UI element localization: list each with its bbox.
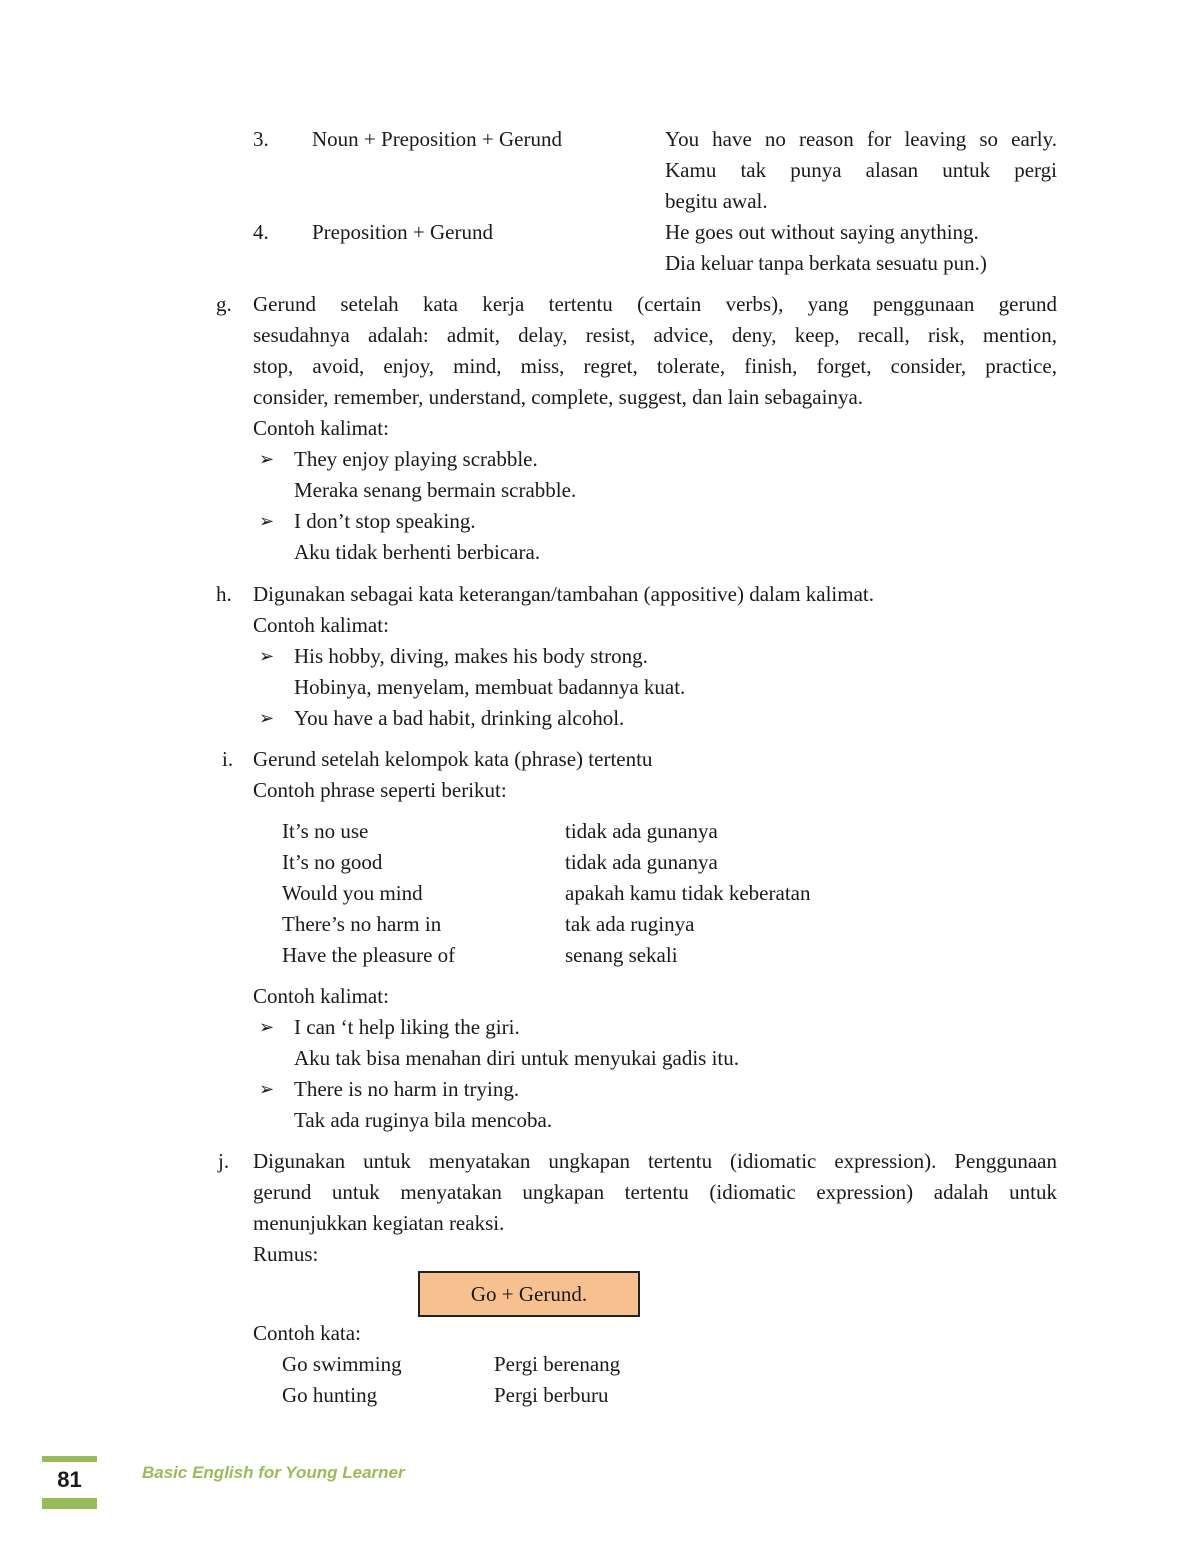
word-label: Contoh kata: bbox=[253, 1321, 361, 1345]
row-example: Kamu tak punya alasan untuk pergi bbox=[665, 158, 1057, 182]
section-marker: h. bbox=[216, 582, 232, 606]
row-example: begitu awal. bbox=[665, 189, 768, 213]
paragraph-line: stop, avoid, enjoy, mind, miss, regret, tolerate, finish, forget, consider, practice, bbox=[253, 354, 1057, 378]
phrase-english: Would you mind bbox=[282, 881, 423, 905]
word-english: Go swimming bbox=[282, 1352, 402, 1376]
example-sentence: His hobby, diving, makes his body strong. bbox=[294, 644, 648, 668]
paragraph-line: Digunakan untuk menyatakan ungkapan tertentu (idiomatic expression). Penggunaan bbox=[253, 1149, 1057, 1173]
phrase-translation: senang sekali bbox=[565, 943, 678, 967]
phrase-english: It’s no use bbox=[282, 819, 369, 843]
row-number: 3. bbox=[253, 127, 269, 151]
formula-box: Go + Gerund. bbox=[418, 1271, 640, 1317]
phrase-english: Have the pleasure of bbox=[282, 943, 456, 967]
example-label: Contoh kalimat: bbox=[253, 613, 389, 637]
example-label: Contoh kalimat: bbox=[253, 416, 389, 440]
bullet-arrow-icon: ➢ bbox=[259, 449, 275, 470]
paragraph-line: Gerund setelah kata kerja tertentu (certain verbs), yang penggunaan gerund bbox=[253, 292, 1057, 316]
row-number: 4. bbox=[253, 220, 269, 244]
paragraph-line: sesudahnya adalah: admit, delay, resist, advice, deny, keep, recall, risk, mention, bbox=[253, 323, 1057, 347]
word-translation: Pergi berburu bbox=[494, 1383, 609, 1407]
phrase-translation: tidak ada gunanya bbox=[565, 850, 718, 874]
section-marker: j. bbox=[218, 1149, 230, 1173]
phrase-english: It’s no good bbox=[282, 850, 383, 874]
paragraph-line: Digunakan sebagai kata keterangan/tambahan (appositive) dalam kalimat. bbox=[253, 582, 875, 606]
footer-accent-bar bbox=[42, 1498, 97, 1509]
formula-label: Rumus: bbox=[253, 1242, 319, 1266]
paragraph-line: menunjukkan kegiatan reaksi. bbox=[253, 1211, 505, 1235]
phrase-translation: tak ada ruginya bbox=[565, 912, 695, 936]
row-example: You have no reason for leaving so early. bbox=[665, 127, 1057, 151]
row-example: Dia keluar tanpa berkata sesuatu pun.) bbox=[665, 251, 987, 275]
section-marker: g. bbox=[216, 292, 232, 316]
example-translation: Hobinya, menyelam, membuat badannya kuat. bbox=[294, 675, 686, 699]
bullet-arrow-icon: ➢ bbox=[259, 511, 275, 532]
row-pattern: Noun + Preposition + Gerund bbox=[312, 127, 563, 151]
paragraph-line: consider, remember, understand, complete, suggest, dan lain sebagainya. bbox=[253, 385, 864, 409]
row-pattern: Preposition + Gerund bbox=[312, 220, 493, 244]
example-label: Contoh kalimat: bbox=[253, 984, 389, 1008]
row-example: He goes out without saying anything. bbox=[665, 220, 979, 244]
example-sentence: There is no harm in trying. bbox=[294, 1077, 520, 1101]
page-number: 81 bbox=[57, 1467, 82, 1492]
example-translation: Tak ada ruginya bila mencoba. bbox=[294, 1108, 553, 1132]
example-sentence: You have a bad habit, drinking alcohol. bbox=[294, 706, 625, 730]
phrase-english: There’s no harm in bbox=[282, 912, 442, 936]
example-sentence: They enjoy playing scrabble. bbox=[294, 447, 538, 471]
example-translation: Meraka senang bermain scrabble. bbox=[294, 478, 577, 502]
bullet-arrow-icon: ➢ bbox=[259, 708, 275, 729]
example-sentence: I can ‘t help liking the giri. bbox=[294, 1015, 520, 1039]
example-translation: Aku tidak berhenti berbicara. bbox=[294, 540, 541, 564]
book-title: Basic English for Young Learner bbox=[142, 1463, 405, 1482]
word-translation: Pergi berenang bbox=[494, 1352, 621, 1376]
example-translation: Aku tak bisa menahan diri untuk menyukai gadis itu. bbox=[294, 1046, 739, 1070]
bullet-arrow-icon: ➢ bbox=[259, 1079, 275, 1100]
bullet-arrow-icon: ➢ bbox=[259, 646, 275, 667]
example-sentence: I don’t stop speaking. bbox=[294, 509, 476, 533]
word-english: Go hunting bbox=[282, 1383, 378, 1407]
section-marker: i. bbox=[222, 747, 234, 771]
paragraph-line: Gerund setelah kelompok kata (phrase) tertentu bbox=[253, 747, 653, 771]
bullet-arrow-icon: ➢ bbox=[259, 1017, 275, 1038]
phrase-translation: apakah kamu tidak keberatan bbox=[565, 881, 811, 905]
phrase-label: Contoh phrase seperti berikut: bbox=[253, 778, 507, 802]
paragraph-line: gerund untuk menyatakan ungkapan tertentu (idiomatic expression) adalah untuk bbox=[253, 1180, 1057, 1204]
phrase-translation: tidak ada gunanya bbox=[565, 819, 718, 843]
